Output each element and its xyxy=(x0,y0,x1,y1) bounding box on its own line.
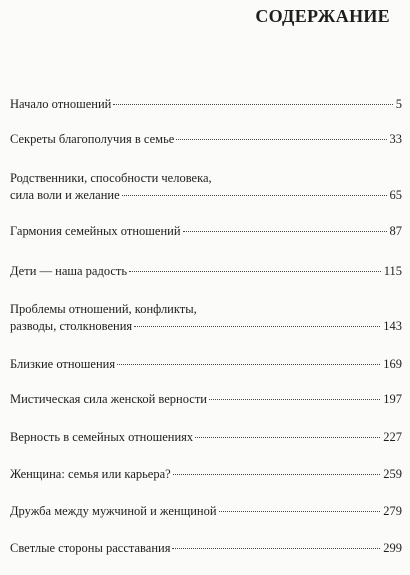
toc-entry-title: Женщина: семья или карьера? xyxy=(10,467,171,481)
toc-entry-page: 33 xyxy=(389,132,402,146)
toc-entry-title: Секреты благополучия в семье xyxy=(10,132,175,146)
toc-entry-page: 115 xyxy=(383,264,402,278)
toc-entry xyxy=(10,540,402,557)
dot-leader xyxy=(134,325,380,327)
dot-leader xyxy=(173,473,381,475)
dot-leader xyxy=(176,138,386,140)
toc-entry-title: Дети — наша радость xyxy=(10,264,128,278)
toc-entry-page: 169 xyxy=(383,357,402,371)
toc-entry xyxy=(10,223,402,240)
toc-entry-page: 65 xyxy=(389,188,402,202)
dot-leader xyxy=(129,270,381,272)
page-title: СОДЕРЖАНИЕ xyxy=(255,6,390,26)
toc-entry-title: Верность в семейных отношениях xyxy=(10,430,194,444)
dot-leader xyxy=(172,547,380,549)
dot-leader xyxy=(209,398,380,400)
toc-entry-title-line: Родственники, способности человека, xyxy=(10,171,212,185)
toc-entry xyxy=(10,131,402,148)
toc-entry-title: Светлые стороны расставания xyxy=(10,541,171,555)
dot-leader xyxy=(117,363,380,365)
toc-entry xyxy=(10,466,402,483)
toc-entry-title: Близкие отношения xyxy=(10,357,116,371)
toc-entry xyxy=(10,391,402,408)
toc-entry xyxy=(10,429,402,446)
toc-entry xyxy=(10,96,402,113)
dot-leader xyxy=(122,194,387,196)
toc-entry xyxy=(10,503,402,520)
dot-leader xyxy=(219,510,381,512)
toc-entry-page: 197 xyxy=(383,392,402,406)
toc-entry-page: 259 xyxy=(383,467,402,481)
toc-entry-title: сила воли и желание xyxy=(10,188,120,202)
toc-entry-title: разводы, столкновения xyxy=(10,319,133,333)
toc-entry-title-line: Проблемы отношений, конфликты, xyxy=(10,302,197,316)
toc-entry-title: Начало отношений xyxy=(10,97,112,111)
toc-entry-title: Мистическая сила женской верности xyxy=(10,392,207,406)
toc-entry xyxy=(10,356,402,373)
toc-entry-page: 227 xyxy=(383,430,402,444)
toc-entry xyxy=(10,263,402,280)
dot-leader xyxy=(113,103,392,105)
toc-entry-page: 87 xyxy=(389,224,402,238)
toc-entry xyxy=(10,301,402,335)
dot-leader xyxy=(183,230,387,232)
dot-leader xyxy=(195,436,380,438)
toc-entry-page: 5 xyxy=(395,97,402,111)
toc-entry xyxy=(10,170,402,204)
toc-entry-page: 299 xyxy=(383,541,402,555)
toc-entry-page: 143 xyxy=(383,319,402,333)
toc-entry-page: 279 xyxy=(383,504,402,518)
toc-entry-title: Дружба между мужчиной и женщиной xyxy=(10,504,217,518)
toc-entry-title: Гармония семейных отношений xyxy=(10,224,181,238)
